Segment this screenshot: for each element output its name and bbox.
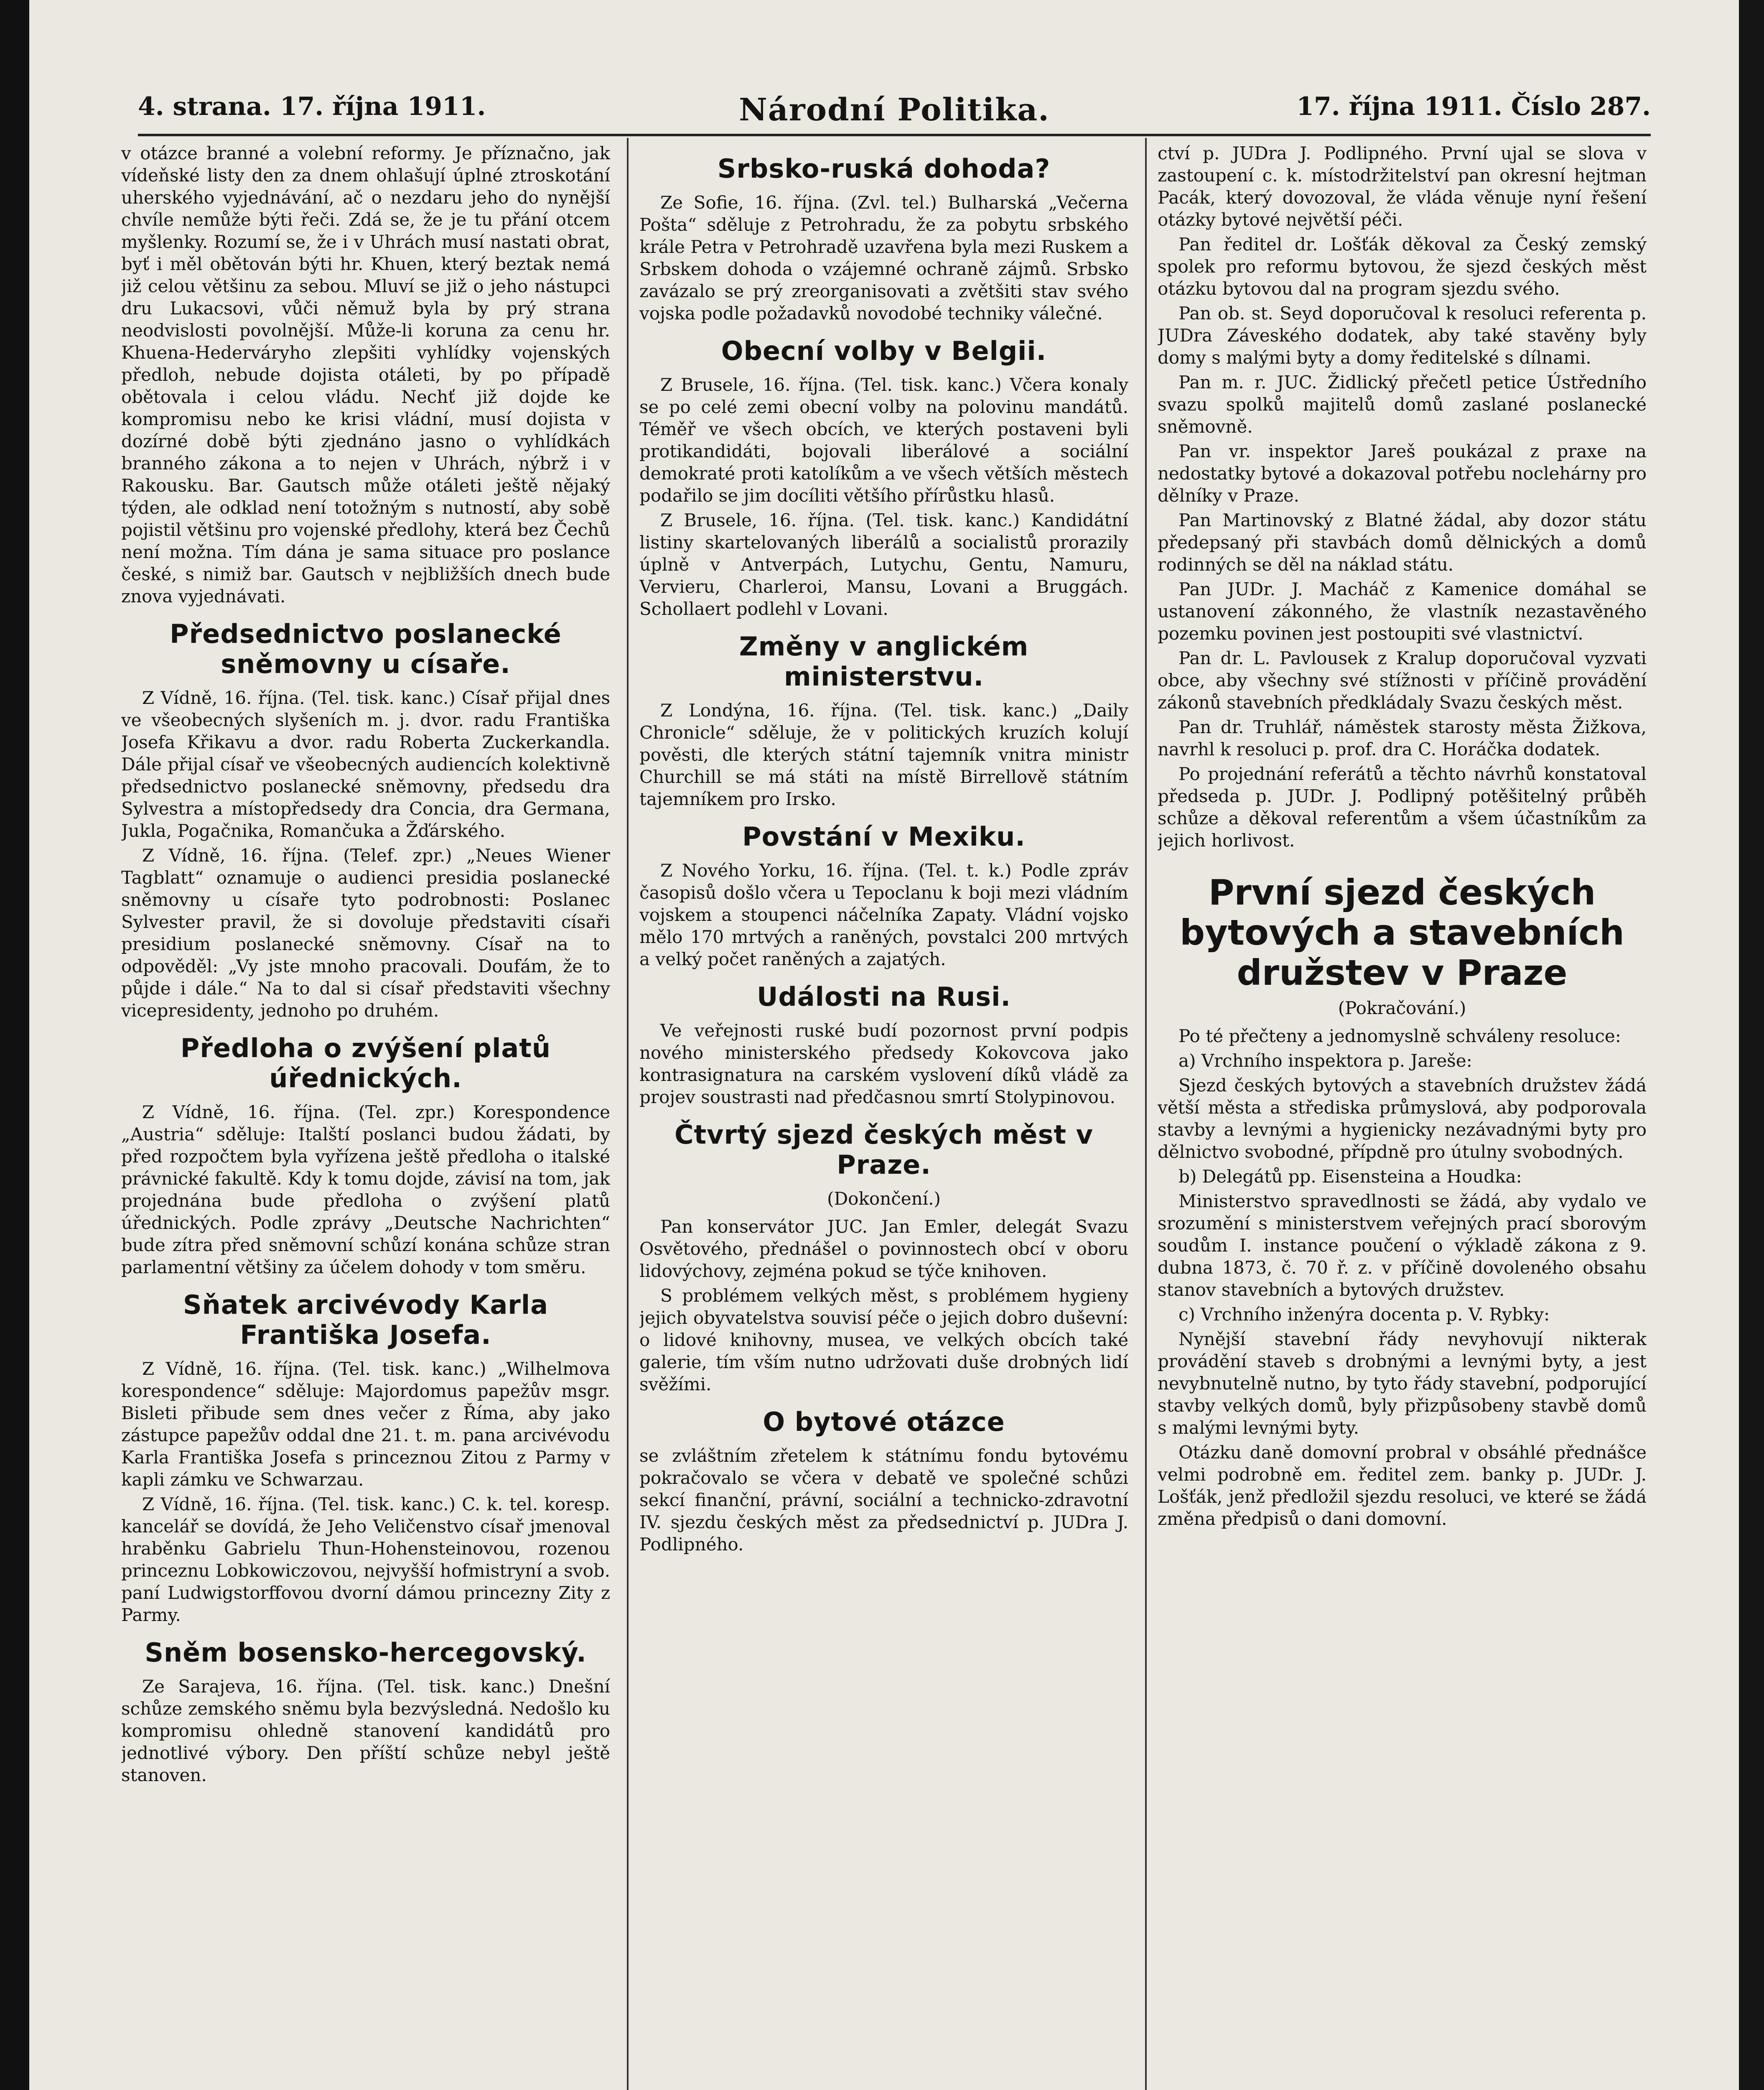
article-paragraph: Z Vídně, 16. října. (Telef. zpr.) „Neues Wiener Tagblatt“ oznamuje o audienci presidia poslanecké sněmovny u císaře tyto podrobnosti: Poslanec Sylvester pravil, že si dovoluje představiti císaři presidium poslanecké sněmovny. Císař na to odpověděl: „Vy jste mnoho pracovali. Doufám, že to půjde i dále.“ Na to dal si císař představiti všechny vicepresidenty, jednoho po druhém. xyxy=(121,845,610,1021)
article-paragraph: Pan dr. L. Pavlousek z Kralup doporučoval vyzvati obce, aby všechny své stížnosti v příčině provádění zákonů stavebních předkládaly Svazu českých měst. xyxy=(1158,648,1647,713)
article-heading: Změny v anglickém ministerstvu. xyxy=(739,631,1029,692)
article-paragraph: Ze Sarajeva, 16. října. (Tel. tisk. kanc.) Dnešní schůze zemského sněmu byla bezvýsledná. Nedošlo ku kompromisu ohledně stanovení kandidátů pro jednotlivé výbory. Den příští schůze nebyl ještě stanoven. xyxy=(121,1676,610,1785)
column-divider xyxy=(1145,138,1147,2090)
header-date-issue: 17. října 1911. Číslo 287. xyxy=(1296,92,1651,121)
article-paragraph: v otázce branné a volební reformy. Je příznačno, jak vídeňské listy den za dnem ohlašují úplné ztroskotání uherského vyjednávání, ač o nezdaru jeho do nynější chvíle nemůže býti řeči. Zdá se, že je tu přání otcem myšlenky. Rozumí se, že i v Uhrách musí nastati obrat, byť i měl obětován býti hr. Khuen, který beztak nemá již celou většinu za sebou. Mluví se již o jeho nástupci dru Lukacsovi, vůči němuž byla by prý strana neodvislosti povolnější. Může-li koruna za cenu hr. Khuena-Hederváryho zlepšiti vyhlídky vojenských předloh, nebude dojista otáleti, by po případě obětovala i celou vládu. Nechť již dojde ke kompromisu nebo ke krisi vládní, musí dojista v dozírné době býti zjednáno jasno o vyhlídkách branného zákona a to nejen v Uhrách, nýbrž i v Rakousku. Bar. Gautsch může otáleti ještě nějaký týden, ale odklad není totožným s nutností, aby sobě pojistil většinu pro vojenské předlohy, která bez Čechů není možna. Tím dána je sama situace pro poslance české, s nimiž bar. Gautsch v nejbližších dnech bude znova vyjednávati. xyxy=(121,143,610,607)
article-paragraph: Po té přečteny a jednomyslně schváleny resoluce: xyxy=(1179,1026,1621,1046)
column-1 xyxy=(121,142,610,2090)
article-paragraph: Pan ředitel dr. Lošťák děkoval za Český zemský spolek pro reformu bytovou, že sjezd českých měst otázku bytovou dal na program sjezdu svého. xyxy=(1158,234,1647,299)
article-paragraph: Pan dr. Truhlář, náměstek starosty města Žižkova, navrhl k resoluci p. prof. dra C. Horáčka dodatek. xyxy=(1158,717,1647,760)
article-paragraph: Otázku daně domovní probral v obsáhlé přednášce velmi podrobně em. ředitel zem. banky p. JUDr. J. Lošťák, jenž předložil sjezdu resoluci, ve které se žádá změna předpisů o dani domovní. xyxy=(1158,1442,1647,1529)
article-heading: Předsednictvo poslanecké sněmovny u císaře. xyxy=(170,619,562,679)
article-paragraph: b) Delegátů pp. Eisensteina a Houdka: xyxy=(1179,1166,1522,1187)
column-3 xyxy=(1158,142,1647,2090)
article-heading: Povstání v Mexiku. xyxy=(742,821,1026,852)
article-heading: Čtvrtý sjezd českých měst v Praze. xyxy=(674,1119,1094,1180)
article-heading: Předloha o zvýšení platů úřednických. xyxy=(180,1033,551,1093)
article-paragraph: Sjezd českých bytových a stavebních družstev žádá větší města a střediska průmyslová, aby podporovala stavby a levnými a hygienicky nezávadnými byty pro dělnictvo svobodné, přípdně pro útulny svobodných. xyxy=(1158,1075,1647,1162)
article-paragraph: Po projednání referátů a těchto návrhů konstatoval předseda p. JUDr. J. Podlipný potěšitelný průběh schůze a děkoval referentům a všem účastníkům za jejich horlivost. xyxy=(1158,764,1647,851)
header-page-date: 4. strana. 17. října 1911. xyxy=(138,92,486,121)
article-heading: Srbsko-ruská dohoda? xyxy=(717,153,1051,184)
article-heading: Události na Rusi. xyxy=(757,981,1011,1012)
article-paragraph: a) Vrchního inspektora p. Jareše: xyxy=(1179,1050,1472,1071)
article-paragraph: Ze Sofie, 16. října. (Zvl. tel.) Bulharská „Večerna Pošta“ sděluje z Petrohradu, že za pobytu srbského krále Petra v Petrohradě uzavřena byla mezi Ruskem a Srbskem dohoda o vzájemné ochraně zájmů. Srbsko zavázalo se prý zreorganisovati a zvětšiti stav svého vojska podle požadavků novodobé techniky válečné. xyxy=(639,192,1128,324)
article-heading: Obecní volby v Belgii. xyxy=(721,336,1047,366)
article-paragraph: Pan ob. st. Seyd doporučoval k resoluci referenta p. JUDra Záveského dodatek, aby také stavěny byly domy s malými byty a domy ředitelské s dílnami. xyxy=(1158,303,1647,368)
article-paragraph: Z Londýna, 16. října. (Tel. tisk. kanc.) „Daily Chronicle“ sděluje, že v politických kruzích kolují pověsti, dle kterých státní tajemník vnitra ministr Churchill se má státi na místě Birrellově státním tajemníkem pro Irsko. xyxy=(639,700,1128,809)
article-heading-large: První sjezd českých bytových a stavebních družstev v Praze xyxy=(1180,872,1624,993)
article-paragraph: Pan vr. inspektor Jareš poukázal z praxe na nedostatky bytové a dokazoval potřebu noclehárny pro dělníky v Praze. xyxy=(1158,441,1647,506)
article-paragraph: Ve veřejnosti ruské budí pozornost první podpis nového ministerského předsedy Kokovcova jako kontrasignatura na carském vyslovení díků vládě za projev soustrasti nad předčasnou smrtí Stolypinovou. xyxy=(639,1020,1128,1107)
article-paragraph: Pan Martinovský z Blatné žádal, aby dozor státu předepsaný při stavbách domů dělnických a domů rodinných se děl na náklad státu. xyxy=(1158,510,1647,575)
article-paragraph: Z Vídně, 16. října. (Tel. tisk. kanc.) Císař přijal dnes ve všeobecných slyšeních m. j. dvor. radu Františka Josefa Křikavu a dvor. radu Roberta Zuckerkandla. Dále přijal císař ve všeobecných audiencích kolektivně předsednictvo poslanecké sněmovny, předsedu dra Sylvestra a místopředsedy dra Concia, dra Germana, Jukla, Pogačnika, Romančuka a Žďárského. xyxy=(121,688,610,841)
masthead-title: Národní Politika. xyxy=(739,92,1050,128)
column-divider xyxy=(627,138,629,2090)
article-subheading: (Dokončení.) xyxy=(827,1188,941,1209)
scan-border-right xyxy=(1739,0,1764,2090)
article-paragraph: Pan konservátor JUC. Jan Emler, delegát Svazu Osvětového, přednášel o povinnostech obcí v oboru lidovýchovy, zejména pokud se týče knihoven. xyxy=(639,1216,1128,1281)
article-paragraph: Pan JUDr. J. Macháč z Kamenice domáhal se ustanovení zákonného, že vlastník nezastavěného pozemku povinen jest postoupiti své vlastnictví. xyxy=(1158,579,1647,644)
article-paragraph: Z Brusele, 16. října. (Tel. tisk. kanc.) Kandidátní listiny skartelovaných liberálů a socialistů prorazily úplně v Antverpách, Lutychu, Gentu, Namuru, Vervieru, Charleroi, Mansu, Lovani a Bruggách. Schollaert podlehl v Lovani. xyxy=(639,510,1128,619)
article-paragraph: Z Vídně, 16. října. (Tel. tisk. kanc.) C. k. tel. koresp. kancelář se dovídá, že Jeho Veličenstvo císař jmenoval hraběnku Gabrielu Thun-Hohensteinovou, rozenou princeznu Lobkowiczovou, nejvyšší hofmistryní a svob. paní Ludwigstorffovou dvorní dámou princezny Zity z Parmy. xyxy=(121,1494,610,1625)
article-paragraph: Pan m. r. JUC. Židlický přečetl petice Ústředního svazu spolků majitelů domů zaslané poslanecké sněmovně. xyxy=(1158,372,1647,437)
column-2 xyxy=(639,142,1128,2090)
article-paragraph: Z Vídně, 16. října. (Tel. zpr.) Korespondence „Austria“ sděluje: Italští poslanci budou žádati, by před rozpočtem byla vyřízena ještě předloha o italské právnické fakultě. Kdy k tomu dojde, závisí na tom, jak projednána bude předloha o zvýšení platů úřednických. Podle zprávy „Deutsche Nachrichten“ bude zítra před sněmovní schůzí konána schůze stran parlamentní většiny za účelem dohody v tom směru. xyxy=(121,1102,610,1277)
scan-border-left xyxy=(0,0,29,2090)
article-heading: Sněm bosensko-hercegovský. xyxy=(145,1637,587,1668)
article-paragraph: Z Brusele, 16. října. (Tel. tisk. kanc.) Včera konaly se po celé zemi obecní volby na polovinu mandátů. Téměř ve všech obcích, ve kterých postaveni byli protikandidáti, bojovali liberálové a sociální demokraté proti katolíkům a ve všech větších městech podařilo se jim docíliti většího přírůstku hlasů. xyxy=(639,375,1128,506)
article-paragraph: Ministerstvo spravedlnosti se žádá, aby vydalo ve srozumění s ministerstvem veřejných prací sborovým soudům I. instance poučení o výkladě zákona z 9. dubna 1873, č. 70 ř. z. v příčině dovoleného obsahu stanov stavebních a bytových družstev. xyxy=(1158,1191,1647,1300)
article-paragraph: c) Vrchního inženýra docenta p. V. Rybky: xyxy=(1179,1304,1550,1325)
article-paragraph: Z Vídně, 16. října. (Tel. tisk. kanc.) „Wilhelmova korespondence“ sděluje: Majordomus papežův msgr. Bisleti přibude sem dnes večer z Říma, aby jako zástupce papežův oddal dne 21. t. m. pana arcivévodu Karla Františka Josefa s princeznou Zitou z Parmy v kapli zámku ve Schwarzau. xyxy=(121,1358,610,1490)
article-heading: Sňatek arcivévody Karla Františka Josefa. xyxy=(183,1290,548,1350)
article-paragraph: se zvláštním zřetelem k státnímu fondu bytovému pokračovalo se včera v debatě ve společné schůzi sekcí finanční, právní, sociální a technicko-zdravotní IV. sjezdu českých měst za předsednictví p. JUDra J. Podlipného. xyxy=(639,1445,1128,1555)
article-paragraph: ctví p. JUDra J. Podlipného. První ujal se slova v zastoupení c. k. místodržitelství pan okresní hejtman Pacák, který dovozoval, že vláda věnuje nyní řešení otázky bytové největší péči. xyxy=(1158,143,1647,230)
article-subheading: (Pokračování.) xyxy=(1338,998,1466,1018)
article-paragraph: Z Nového Yorku, 16. října. (Tel. t. k.) Podle zpráv časopisů došlo včera u Tepoclanu k boji mezi vládním vojskem a stoupenci náčelníka Zapaty. Vládní vojsko mělo 170 mrtvých a raněných, povstalci 200 mrtvých a velký počet raněných a zajatých. xyxy=(639,860,1128,969)
article-paragraph: S problémem velkých měst, s problémem hygieny jejich obyvatelstva souvisí péče o jejich dobro duševní: o lidové knihovny, musea, ve velkých obcích také galerie, tím vším nutno udržovati duše drobných lidí svěžími. xyxy=(639,1285,1128,1394)
article-paragraph: Nynější stavební řády nevyhovují nikterak provádění staveb s drobnými a levnými byty, a jest nevybnutelně nutno, by tyto řády stavební, podporující stavby velkých domů, byly přizpůsobeny stavbě domů s malými levnými byty. xyxy=(1158,1329,1647,1438)
page-header xyxy=(138,88,1651,136)
article-heading: O bytové otázce xyxy=(763,1407,1005,1437)
